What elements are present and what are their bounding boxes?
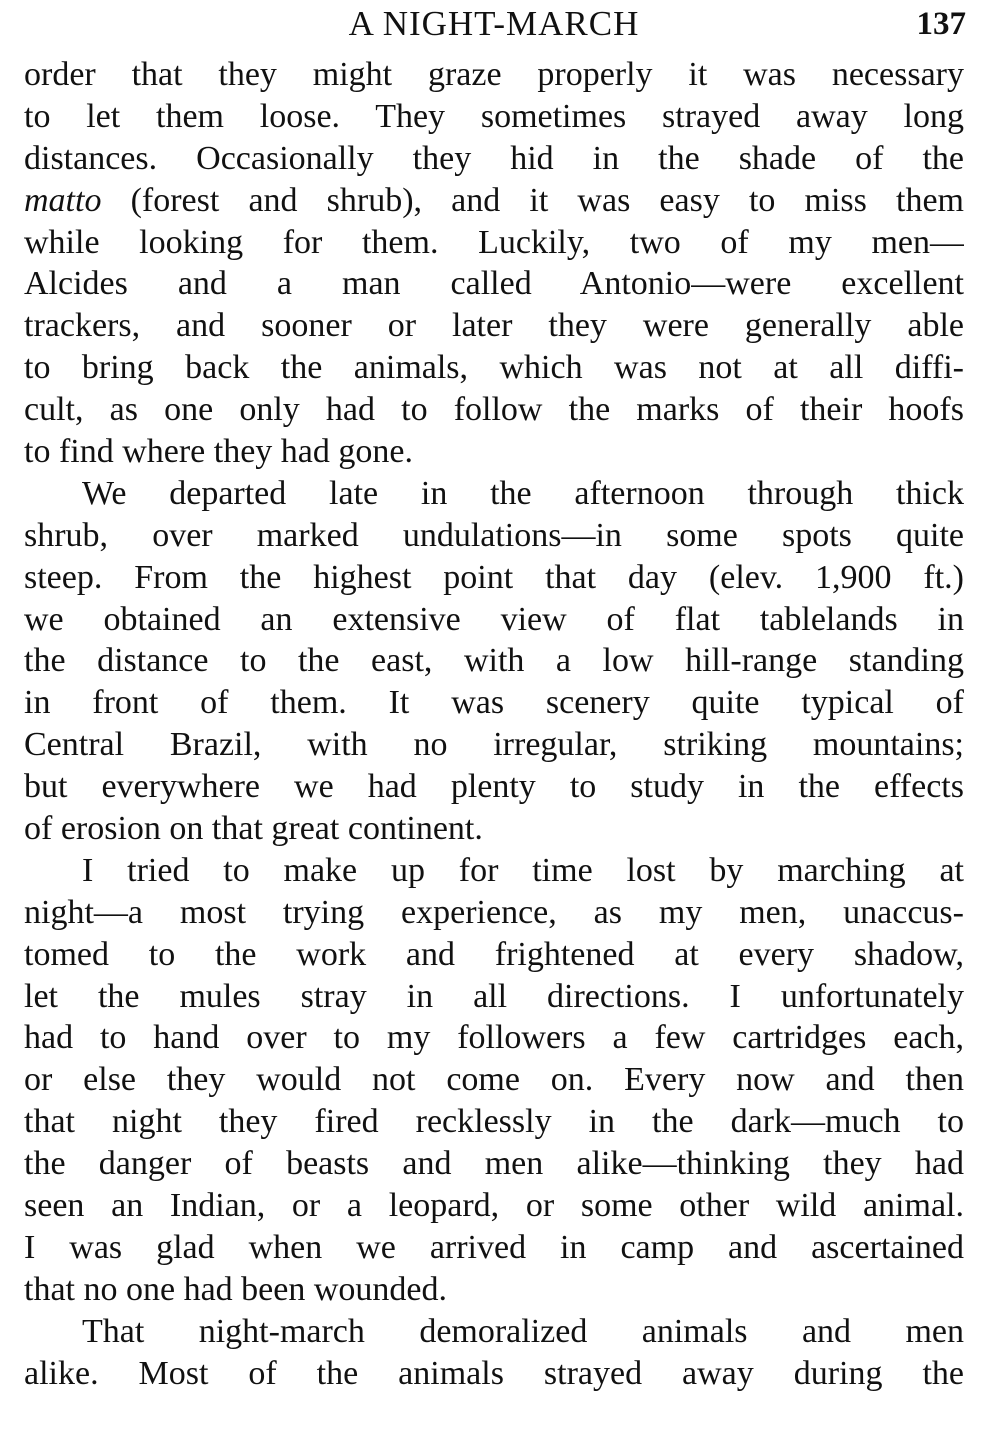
italic-term: matto (24, 181, 102, 219)
text-line: had to hand over to my followers a few cartridges each, (24, 1019, 964, 1057)
text-line: Alcides and a man called Antonio—were excellent (24, 265, 964, 303)
text-line: tomed to the work and frightened at every shadow, (24, 935, 964, 973)
text-line: alike. Most of the animals strayed away during the (24, 1354, 964, 1392)
book-page (24, 0, 964, 1395)
running-title: A NIGHT-MARCH (348, 4, 640, 43)
text-line: cult, as one only had to follow the marks of their hoofs (24, 391, 964, 429)
text-line: the danger of beasts and men alike—thinking they had (24, 1145, 964, 1183)
text-line: shrub, over marked undulations—in some spots quite (24, 516, 964, 554)
text-line: that no one had been wounded. (24, 1270, 447, 1308)
text-line: that night they fired recklessly in the dark—much to (24, 1103, 964, 1141)
text-line: or else they would not come on. Every now and then (24, 1061, 964, 1099)
text-line-remainder: (forest and shrub), and it was easy to miss them (130, 181, 964, 219)
text-line: to bring back the animals, which was not at all diffi- (24, 349, 964, 387)
text-line: night—a most trying experience, as my men, unaccus- (24, 893, 964, 931)
text-line: Central Brazil, with no irregular, striking mountains; (24, 726, 964, 764)
body-text (24, 54, 964, 1395)
text-line: order that they might graze properly it was necessary (24, 56, 964, 93)
text-line: of erosion on that great continent. (24, 810, 483, 848)
text-line: to let them loose. They sometimes strayed away long (24, 97, 964, 135)
text-line: let the mules stray in all directions. I unfortunately (24, 977, 964, 1015)
page-number: 137 (916, 6, 966, 42)
text-line: but everywhere we had plenty to study in the effects (24, 768, 964, 806)
running-head (24, 0, 964, 54)
text-line: seen an Indian, or a leopard, or some other wild animal. (24, 1187, 964, 1225)
text-line: the distance to the east, with a low hill-range standing (24, 642, 964, 680)
paragraph-start-line: We departed late in the afternoon through thick (82, 474, 964, 512)
text-line: I was glad when we arrived in camp and ascertained (24, 1228, 964, 1266)
text-line: in front of them. It was scenery quite typical of (24, 684, 964, 722)
text-line: to find where they had gone. (24, 433, 413, 471)
text-line: while looking for them. Luckily, two of my men— (24, 223, 964, 261)
paragraph-start-line: I tried to make up for time lost by marching at (82, 851, 964, 889)
text-line: steep. From the highest point that day (elev. 1,900 ft.) (24, 558, 964, 596)
paragraph-start-line: That night-march demoralized animals and men (82, 1312, 964, 1350)
text-line: we obtained an extensive view of flat tablelands in (24, 600, 964, 638)
text-line: distances. Occasionally they hid in the shade of the (24, 139, 964, 177)
text-line-with-italic (24, 180, 964, 222)
text-line: trackers, and sooner or later they were generally able (24, 307, 964, 345)
